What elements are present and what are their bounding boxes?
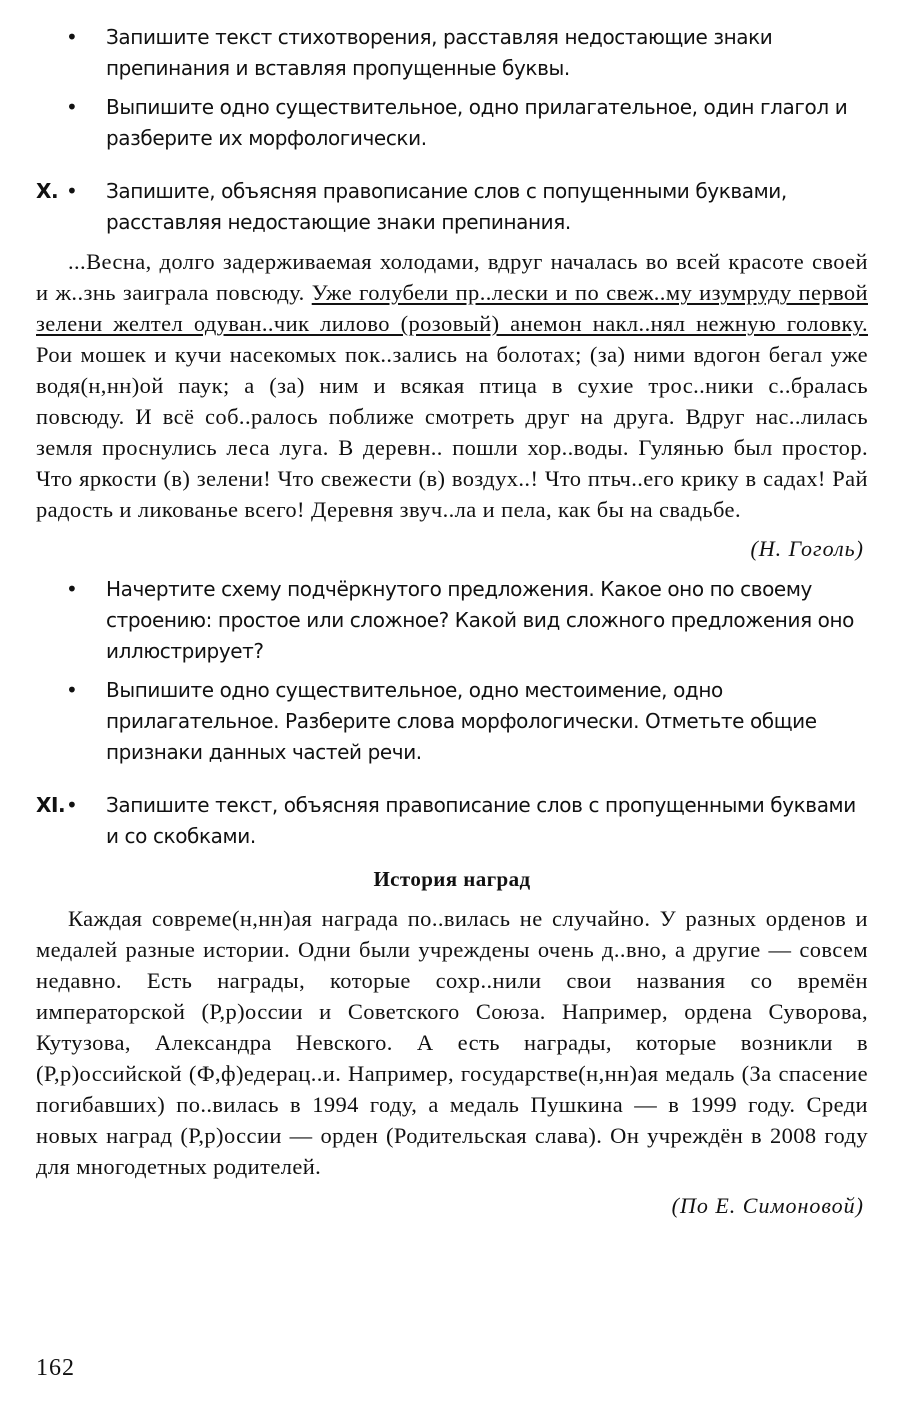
- gogol-passage: [36, 246, 868, 525]
- bullet-icon: •: [66, 793, 78, 817]
- passage-author: (По Е. Симоновой): [671, 1193, 864, 1218]
- task-text: Выпишите одно существительное, одно местоимение, одно прилагательное. Разберите слова морфологически. Отметьте общие признаки данных частей речи.: [106, 678, 817, 764]
- story-title: История наград: [373, 867, 531, 891]
- passage-text: ...Весна, долго задерживаемая холодами, вдруг началась во всей красоте своей и ж..знь заиграла повсюду.: [36, 249, 868, 305]
- passage-author: (Н. Гоголь): [750, 536, 864, 561]
- task-item: [36, 92, 868, 154]
- bullet-icon: •: [66, 95, 78, 119]
- bullet-icon: •: [66, 25, 78, 49]
- task-item: [36, 22, 868, 84]
- bullet-icon: •: [66, 179, 78, 203]
- task-text: Начертите схему подчёркнутого предложения. Какое оно по своему строению: простое или сложное? Какой вид сложного предложения оно иллюстрирует?: [106, 577, 855, 663]
- passage-text: Каждая совреме(н,нн)ая награда по..вилась не случайно. У разных орденов и медалей разные истории. Одни были учреждены очень д..вно, а другие — совсем недавно. Есть награды, которые сохр..нили свои названия со времён императорской (Р,р)оссии и Советского Союза. Например, ордена Суворова, Кутузова, Александра Невского. А есть награды, которые возникли в (Р,р)оссийской (Ф,ф)едерац..и. Например, государстве(н,нн)ая медаль (За спасение погибавших) по..вилась в 1994 году, а медаль Пушкина — в 1999 году. Среди новых наград (Р,р)оссии — орден (Родительская слава). Он учреждён в 2008 году для многодетных родителей.: [36, 906, 868, 1179]
- task-item: [36, 574, 868, 667]
- task-item: [36, 675, 868, 768]
- task-text: Запишите текст стихотворения, расставляя недостающие знаки препинания и вставляя пропущенные буквы.: [106, 25, 773, 80]
- awards-passage: [36, 903, 868, 1182]
- bullet-icon: •: [66, 577, 78, 601]
- underlined-sentence: Уже голубели пр..лески и по свеж..му изумруду первой зелени желтел одуван..чик лилово (розовый) анемон накл..нял нежную головку.: [36, 280, 868, 336]
- textbook-page: [36, 22, 868, 1231]
- section-x-heading: [36, 176, 868, 238]
- page-number: 162: [36, 1355, 75, 1381]
- section-xi-heading: [36, 790, 868, 852]
- task-text: Запишите, объясняя правописание слов с попущенными буквами, расставляя недостающие знаки препинания.: [106, 179, 787, 234]
- bullet-icon: •: [66, 678, 78, 702]
- section-number: XI.: [36, 793, 66, 817]
- passage-text: Рои мошек и кучи насекомых пок..зались на болотах; (за) ними вдогон бегал уже водя(н,нн)ой паук; а (за) ним и всякая птица в сухие трос..ники с..бралась повсюду. И всё соб..ралось поближе смотреть друг на друга. Вдруг нас..лилась земля проснулись леса луга. В деревн.. пошли хор..воды. Гулянью был простор. Что яркости (в) зелени! Что свежести (в) воздух..! Что птьч..его крику в садах! Рай радость и ликованье всего! Деревня звуч..ла и пела, как бы на свадьбе.: [36, 342, 868, 522]
- task-text: Запишите текст, объясняя правописание слов с пропущенными буквами и со скобками.: [106, 793, 856, 848]
- section-number: X.: [36, 179, 59, 203]
- task-text: Выпишите одно существительное, одно прилагательное, один глагол и разберите их морфологически.: [106, 95, 848, 150]
